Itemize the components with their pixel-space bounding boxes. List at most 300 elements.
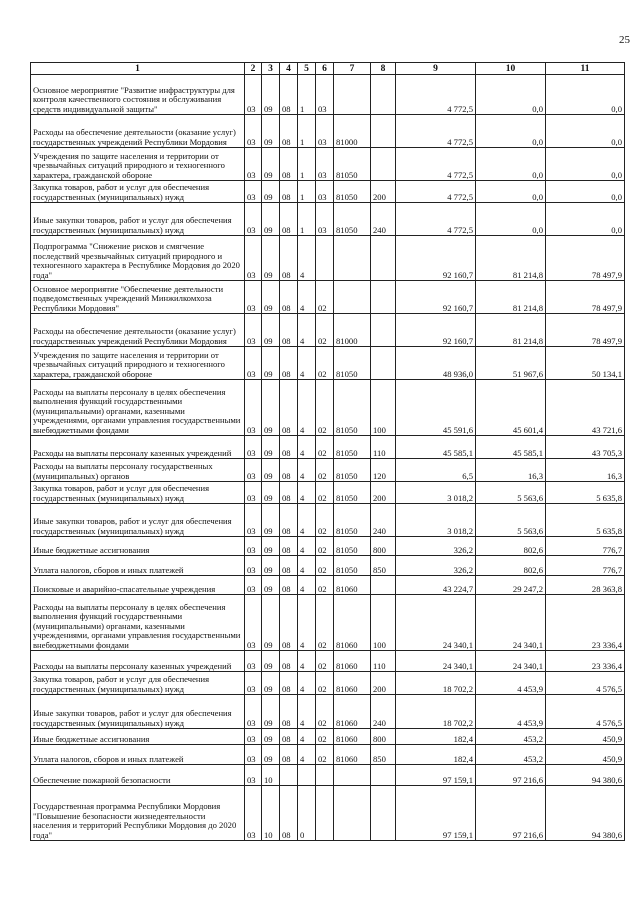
cell-col-8: 110 [371, 651, 396, 672]
cell-col-4: 08 [280, 651, 298, 672]
cell-col-9: 48 936,0 [396, 347, 476, 380]
row-name: Уплата налогов, сборов и иных платежей [31, 556, 245, 576]
row-name: Иные закупки товаров, работ и услуг для обеспечения государственных (муниципальных) нужд [31, 504, 245, 537]
table-row [31, 556, 625, 576]
row-name: Расходы на выплаты персоналу в целях обеспечения выполнения функций государственными (муниципальными) органами, казенными учреждениями, органами управления государственными внебюджетными фондами [31, 380, 245, 436]
row-name: Иные закупки товаров, работ и услуг для обеспечения государственных (муниципальных) нужд [31, 695, 245, 729]
cell-col-5 [298, 765, 316, 786]
cell-col-10: 0,0 [476, 75, 546, 115]
cell-col-10: 29 247,2 [476, 576, 546, 595]
cell-col-3: 09 [262, 115, 280, 148]
cell-col-3: 09 [262, 729, 280, 745]
cell-col-2: 03 [245, 203, 262, 236]
cell-col-7: 81000 [334, 314, 371, 347]
cell-col-7 [334, 236, 371, 281]
cell-col-6: 02 [316, 537, 334, 556]
cell-col-4: 08 [280, 672, 298, 695]
cell-col-9: 3 018,2 [396, 504, 476, 537]
cell-col-5: 4 [298, 672, 316, 695]
column-header-9: 9 [396, 63, 476, 75]
row-name: Закупка товаров, работ и услуг для обеспечения государственных (муниципальных) нужд [31, 181, 245, 203]
page-number: 25 [619, 34, 630, 46]
cell-col-8: 100 [371, 380, 396, 436]
cell-col-9: 24 340,1 [396, 651, 476, 672]
table-row [31, 115, 625, 148]
cell-col-10: 5 563,6 [476, 482, 546, 504]
cell-col-11: 5 635,8 [546, 482, 625, 504]
cell-col-6: 03 [316, 148, 334, 181]
cell-col-6 [316, 786, 334, 841]
cell-col-5: 4 [298, 537, 316, 556]
column-header-7: 7 [334, 63, 371, 75]
cell-col-6: 02 [316, 436, 334, 459]
cell-col-7: 81050 [334, 556, 371, 576]
cell-col-9: 45 585,1 [396, 436, 476, 459]
row-name: Иные бюджетные ассигнования [31, 729, 245, 745]
table-body [31, 75, 625, 841]
cell-col-8 [371, 576, 396, 595]
cell-col-11: 4 576,5 [546, 672, 625, 695]
cell-col-8: 240 [371, 504, 396, 537]
cell-col-9: 4 772,5 [396, 75, 476, 115]
cell-col-10: 0,0 [476, 115, 546, 148]
cell-col-9: 92 160,7 [396, 281, 476, 314]
column-header-5: 5 [298, 63, 316, 75]
cell-col-10: 97 216,6 [476, 765, 546, 786]
cell-col-11: 43 721,6 [546, 380, 625, 436]
cell-col-4: 08 [280, 595, 298, 651]
table-row [31, 236, 625, 281]
cell-col-11: 78 497,9 [546, 314, 625, 347]
cell-col-2: 03 [245, 651, 262, 672]
cell-col-7: 81060 [334, 576, 371, 595]
cell-col-10: 453,2 [476, 729, 546, 745]
cell-col-9: 45 591,6 [396, 380, 476, 436]
cell-col-6 [316, 765, 334, 786]
cell-col-8: 850 [371, 745, 396, 765]
cell-col-2: 03 [245, 380, 262, 436]
table-row [31, 436, 625, 459]
cell-col-3: 09 [262, 148, 280, 181]
cell-col-8: 240 [371, 203, 396, 236]
cell-col-10: 802,6 [476, 556, 546, 576]
cell-col-8 [371, 236, 396, 281]
cell-col-5: 4 [298, 281, 316, 314]
cell-col-9: 6,5 [396, 459, 476, 482]
cell-col-10: 4 453,9 [476, 695, 546, 729]
cell-col-2: 03 [245, 695, 262, 729]
cell-col-5: 4 [298, 347, 316, 380]
table-row [31, 203, 625, 236]
cell-col-7: 81050 [334, 504, 371, 537]
cell-col-8 [371, 75, 396, 115]
cell-col-11: 28 363,8 [546, 576, 625, 595]
cell-col-5: 4 [298, 482, 316, 504]
cell-col-5: 4 [298, 695, 316, 729]
row-name: Государственная программа Республики Мордовия "Повышение безопасности жизнедеятельности населения и территорий Республики Мордовия до 2020 года" [31, 786, 245, 841]
row-name: Расходы на выплаты персоналу в целях обеспечения выполнения функций государственными (муниципальными) органами, казенными учреждениями, органами управления государственными внебюджетными фондами [31, 595, 245, 651]
cell-col-2: 03 [245, 482, 262, 504]
cell-col-4: 08 [280, 314, 298, 347]
cell-col-2: 03 [245, 595, 262, 651]
cell-col-6: 02 [316, 281, 334, 314]
cell-col-6: 02 [316, 576, 334, 595]
cell-col-5: 1 [298, 115, 316, 148]
cell-col-8: 100 [371, 595, 396, 651]
cell-col-6: 02 [316, 695, 334, 729]
table-row [31, 482, 625, 504]
row-name: Уплата налогов, сборов и иных платежей [31, 745, 245, 765]
cell-col-10: 51 967,6 [476, 347, 546, 380]
cell-col-2: 03 [245, 537, 262, 556]
cell-col-6: 02 [316, 556, 334, 576]
cell-col-9: 182,4 [396, 745, 476, 765]
cell-col-7: 81060 [334, 651, 371, 672]
cell-col-5: 4 [298, 556, 316, 576]
cell-col-3: 09 [262, 236, 280, 281]
cell-col-7: 81050 [334, 203, 371, 236]
table-row [31, 148, 625, 181]
column-header-1: 1 [31, 63, 245, 75]
cell-col-9: 97 159,1 [396, 765, 476, 786]
cell-col-9: 326,2 [396, 537, 476, 556]
table-row [31, 651, 625, 672]
cell-col-9: 4 772,5 [396, 181, 476, 203]
cell-col-11: 0,0 [546, 181, 625, 203]
cell-col-2: 03 [245, 181, 262, 203]
cell-col-5: 4 [298, 576, 316, 595]
cell-col-8 [371, 765, 396, 786]
cell-col-9: 18 702,2 [396, 695, 476, 729]
cell-col-9: 97 159,1 [396, 786, 476, 841]
cell-col-2: 03 [245, 115, 262, 148]
cell-col-11: 0,0 [546, 203, 625, 236]
cell-col-5: 4 [298, 745, 316, 765]
cell-col-5: 4 [298, 729, 316, 745]
cell-col-9: 3 018,2 [396, 482, 476, 504]
cell-col-3: 09 [262, 203, 280, 236]
cell-col-6: 02 [316, 482, 334, 504]
cell-col-7 [334, 75, 371, 115]
column-header-8: 8 [371, 63, 396, 75]
cell-col-10: 45 601,4 [476, 380, 546, 436]
row-name: Учреждения по защите населения и территории от чрезвычайных ситуаций природного и техногенного характера, гражданской обороне [31, 148, 245, 181]
cell-col-10: 0,0 [476, 203, 546, 236]
cell-col-2: 03 [245, 504, 262, 537]
cell-col-4: 08 [280, 786, 298, 841]
cell-col-9: 4 772,5 [396, 203, 476, 236]
cell-col-8: 200 [371, 672, 396, 695]
column-header-11: 11 [546, 63, 625, 75]
cell-col-8 [371, 115, 396, 148]
cell-col-11: 4 576,5 [546, 695, 625, 729]
cell-col-10: 81 214,8 [476, 281, 546, 314]
cell-col-6: 03 [316, 75, 334, 115]
row-name: Закупка товаров, работ и услуг для обеспечения государственных (муниципальных) нужд [31, 672, 245, 695]
row-name: Основное мероприятие "Обеспечение деятельности подведомственных учреждений Минжилкомхоза Республики Мордовия" [31, 281, 245, 314]
cell-col-11: 0,0 [546, 115, 625, 148]
cell-col-7: 81060 [334, 595, 371, 651]
cell-col-8: 240 [371, 695, 396, 729]
cell-col-11: 5 635,8 [546, 504, 625, 537]
cell-col-6: 02 [316, 347, 334, 380]
cell-col-6: 02 [316, 380, 334, 436]
cell-col-4: 08 [280, 504, 298, 537]
cell-col-6: 02 [316, 595, 334, 651]
cell-col-3: 09 [262, 595, 280, 651]
cell-col-7: 81050 [334, 380, 371, 436]
cell-col-8 [371, 314, 396, 347]
cell-col-2: 03 [245, 459, 262, 482]
cell-col-7: 81000 [334, 115, 371, 148]
cell-col-11: 23 336,4 [546, 651, 625, 672]
cell-col-7: 81050 [334, 148, 371, 181]
table-row [31, 729, 625, 745]
row-name: Иные бюджетные ассигнования [31, 537, 245, 556]
table-row [31, 347, 625, 380]
cell-col-4: 08 [280, 236, 298, 281]
row-name: Расходы на выплаты персоналу государственных (муниципальных) органов [31, 459, 245, 482]
cell-col-3: 09 [262, 537, 280, 556]
table-row [31, 537, 625, 556]
cell-col-8: 200 [371, 482, 396, 504]
cell-col-3: 09 [262, 695, 280, 729]
cell-col-5: 4 [298, 595, 316, 651]
column-header-2: 2 [245, 63, 262, 75]
cell-col-5: 1 [298, 75, 316, 115]
cell-col-5: 4 [298, 236, 316, 281]
table-header-row [31, 63, 625, 75]
cell-col-2: 03 [245, 745, 262, 765]
cell-col-4: 08 [280, 380, 298, 436]
cell-col-11: 23 336,4 [546, 595, 625, 651]
cell-col-10: 24 340,1 [476, 595, 546, 651]
cell-col-8 [371, 786, 396, 841]
cell-col-8 [371, 281, 396, 314]
cell-col-5: 1 [298, 148, 316, 181]
table-row [31, 504, 625, 537]
table-row [31, 459, 625, 482]
cell-col-10: 24 340,1 [476, 651, 546, 672]
cell-col-9: 24 340,1 [396, 595, 476, 651]
row-name: Поисковые и аварийно-спасательные учреждения [31, 576, 245, 595]
cell-col-4: 08 [280, 281, 298, 314]
cell-col-9: 326,2 [396, 556, 476, 576]
table-row [31, 380, 625, 436]
cell-col-11: 43 705,3 [546, 436, 625, 459]
cell-col-11: 78 497,9 [546, 281, 625, 314]
cell-col-2: 03 [245, 314, 262, 347]
table-row [31, 576, 625, 595]
cell-col-4: 08 [280, 347, 298, 380]
cell-col-6: 03 [316, 115, 334, 148]
cell-col-4: 08 [280, 576, 298, 595]
budget-table [30, 62, 625, 841]
cell-col-9: 43 224,7 [396, 576, 476, 595]
table-row [31, 672, 625, 695]
cell-col-4: 08 [280, 115, 298, 148]
cell-col-7 [334, 786, 371, 841]
cell-col-11: 94 380,6 [546, 765, 625, 786]
cell-col-11: 50 134,1 [546, 347, 625, 380]
cell-col-4: 08 [280, 75, 298, 115]
cell-col-9: 4 772,5 [396, 115, 476, 148]
cell-col-3: 09 [262, 347, 280, 380]
cell-col-7: 81050 [334, 459, 371, 482]
cell-col-5: 4 [298, 651, 316, 672]
cell-col-3: 09 [262, 75, 280, 115]
cell-col-7 [334, 281, 371, 314]
cell-col-6 [316, 236, 334, 281]
column-header-3: 3 [262, 63, 280, 75]
cell-col-8: 120 [371, 459, 396, 482]
cell-col-10: 5 563,6 [476, 504, 546, 537]
cell-col-4: 08 [280, 745, 298, 765]
cell-col-4: 08 [280, 537, 298, 556]
cell-col-2: 03 [245, 148, 262, 181]
cell-col-9: 92 160,7 [396, 314, 476, 347]
table-row [31, 595, 625, 651]
cell-col-3: 09 [262, 745, 280, 765]
row-name: Расходы на обеспечение деятельности (оказание услуг) государственных учреждений Республики Мордовия [31, 314, 245, 347]
cell-col-10: 802,6 [476, 537, 546, 556]
cell-col-2: 03 [245, 786, 262, 841]
cell-col-7: 81050 [334, 537, 371, 556]
cell-col-2: 03 [245, 281, 262, 314]
cell-col-6: 02 [316, 745, 334, 765]
cell-col-5: 4 [298, 380, 316, 436]
column-header-6: 6 [316, 63, 334, 75]
cell-col-8: 110 [371, 436, 396, 459]
cell-col-3: 09 [262, 436, 280, 459]
cell-col-10: 0,0 [476, 148, 546, 181]
cell-col-10: 97 216,6 [476, 786, 546, 841]
cell-col-10: 0,0 [476, 181, 546, 203]
cell-col-11: 0,0 [546, 75, 625, 115]
cell-col-11: 776,7 [546, 537, 625, 556]
cell-col-2: 03 [245, 672, 262, 695]
cell-col-3: 09 [262, 380, 280, 436]
cell-col-5: 1 [298, 203, 316, 236]
cell-col-7: 81050 [334, 482, 371, 504]
cell-col-4: 08 [280, 436, 298, 459]
cell-col-3: 09 [262, 181, 280, 203]
cell-col-7: 81060 [334, 729, 371, 745]
cell-col-6: 03 [316, 203, 334, 236]
cell-col-8: 850 [371, 556, 396, 576]
cell-col-6: 03 [316, 181, 334, 203]
cell-col-3: 09 [262, 459, 280, 482]
cell-col-3: 10 [262, 765, 280, 786]
cell-col-7: 81060 [334, 672, 371, 695]
cell-col-4: 08 [280, 695, 298, 729]
cell-col-3: 09 [262, 651, 280, 672]
cell-col-9: 182,4 [396, 729, 476, 745]
cell-col-2: 03 [245, 556, 262, 576]
cell-col-11: 16,3 [546, 459, 625, 482]
cell-col-7: 81050 [334, 181, 371, 203]
table-row [31, 281, 625, 314]
table-row [31, 181, 625, 203]
cell-col-9: 92 160,7 [396, 236, 476, 281]
cell-col-10: 45 585,1 [476, 436, 546, 459]
cell-col-5: 4 [298, 436, 316, 459]
cell-col-2: 03 [245, 75, 262, 115]
cell-col-10: 4 453,9 [476, 672, 546, 695]
cell-col-3: 09 [262, 556, 280, 576]
row-name: Расходы на выплаты персоналу казенных учреждений [31, 436, 245, 459]
cell-col-11: 450,9 [546, 729, 625, 745]
cell-col-2: 03 [245, 347, 262, 380]
cell-col-6: 02 [316, 729, 334, 745]
cell-col-2: 03 [245, 436, 262, 459]
table-row [31, 765, 625, 786]
cell-col-7 [334, 765, 371, 786]
cell-col-7: 81060 [334, 695, 371, 729]
row-name: Основное мероприятие "Развитие инфраструктуры для контроля качественного состояния и обслуживания средств индивидуальной защиты" [31, 75, 245, 115]
cell-col-8 [371, 148, 396, 181]
table-row [31, 745, 625, 765]
column-header-10: 10 [476, 63, 546, 75]
cell-col-3: 09 [262, 576, 280, 595]
cell-col-8: 800 [371, 537, 396, 556]
cell-col-4 [280, 765, 298, 786]
row-name: Расходы на обеспечение деятельности (оказание услуг) государственных учреждений Республики Мордовия [31, 115, 245, 148]
cell-col-3: 10 [262, 786, 280, 841]
cell-col-4: 08 [280, 729, 298, 745]
table-row [31, 314, 625, 347]
cell-col-3: 09 [262, 482, 280, 504]
row-name: Подпрограмма "Снижение рисков и смягчение последствий чрезвычайных ситуаций природного и техногенного характера в Республике Мордовия до 2020 года" [31, 236, 245, 281]
cell-col-7: 81050 [334, 347, 371, 380]
cell-col-11: 776,7 [546, 556, 625, 576]
cell-col-11: 94 380,6 [546, 786, 625, 841]
cell-col-6: 02 [316, 314, 334, 347]
column-header-4: 4 [280, 63, 298, 75]
cell-col-10: 81 214,8 [476, 236, 546, 281]
cell-col-11: 450,9 [546, 745, 625, 765]
cell-col-4: 08 [280, 203, 298, 236]
cell-col-9: 18 702,2 [396, 672, 476, 695]
cell-col-11: 78 497,9 [546, 236, 625, 281]
cell-col-10: 81 214,8 [476, 314, 546, 347]
cell-col-8: 800 [371, 729, 396, 745]
cell-col-8: 200 [371, 181, 396, 203]
row-name: Учреждения по защите населения и территории от чрезвычайных ситуаций природного и техногенного характера, гражданской обороне [31, 347, 245, 380]
row-name: Иные закупки товаров, работ и услуг для обеспечения государственных (муниципальных) нужд [31, 203, 245, 236]
cell-col-4: 08 [280, 459, 298, 482]
cell-col-6: 02 [316, 504, 334, 537]
cell-col-5: 0 [298, 786, 316, 841]
row-name: Обеспечение пожарной безопасности [31, 765, 245, 786]
cell-col-5: 4 [298, 459, 316, 482]
table-row [31, 786, 625, 841]
row-name: Закупка товаров, работ и услуг для обеспечения государственных (муниципальных) нужд [31, 482, 245, 504]
cell-col-11: 0,0 [546, 148, 625, 181]
cell-col-9: 4 772,5 [396, 148, 476, 181]
cell-col-5: 4 [298, 504, 316, 537]
cell-col-6: 02 [316, 651, 334, 672]
cell-col-4: 08 [280, 482, 298, 504]
cell-col-10: 453,2 [476, 745, 546, 765]
table-row [31, 75, 625, 115]
cell-col-6: 02 [316, 459, 334, 482]
table-row [31, 695, 625, 729]
cell-col-3: 09 [262, 281, 280, 314]
cell-col-2: 03 [245, 765, 262, 786]
cell-col-5: 4 [298, 314, 316, 347]
cell-col-8 [371, 347, 396, 380]
